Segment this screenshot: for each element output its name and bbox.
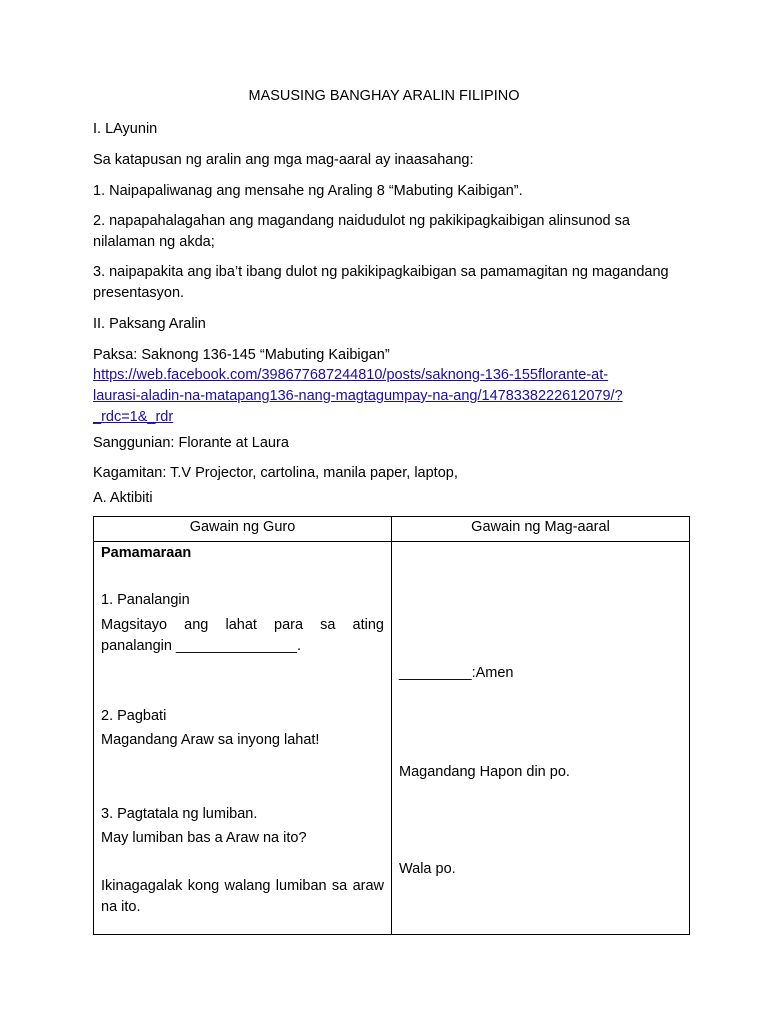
closing-text: Ikinagagalak kong walang lumiban sa araw na ito. xyxy=(101,878,384,915)
source-link-line-1[interactable]: https://web.facebook.com/398677687244810/posts/saknong-136-155florante-at- xyxy=(93,367,609,383)
activity-table xyxy=(93,516,690,935)
step-pagtatala: 3. Pagtatala ng lumiban. xyxy=(101,806,258,822)
table-header-row xyxy=(94,517,690,542)
step-pagbati-text: Magandang Araw sa inyong lahat! xyxy=(101,732,320,748)
header-student: Gawain ng Mag-aaral xyxy=(392,517,690,542)
step-pagbati: 2. Pagbati xyxy=(101,708,167,724)
section-aktibiti-heading: A. Aktibiti xyxy=(93,490,153,506)
source-link[interactable] xyxy=(93,365,623,428)
step-panalangin: 1. Panalangin xyxy=(101,592,190,608)
objectives-intro: Sa katapusan ng aralin ang mga mag-aaral ay inaasahang: xyxy=(93,152,474,168)
sanggunian-line: Sanggunian: Florante at Laura xyxy=(93,435,289,451)
page-title: MASUSING BANGHAY ARALIN FILIPINO xyxy=(248,88,520,104)
pamamaraan-label: Pamamaraan xyxy=(101,545,192,561)
source-link-line-3[interactable]: _rdc=1&_rdr xyxy=(93,409,174,425)
header-teacher: Gawain ng Guro xyxy=(94,517,392,542)
student-amen: _________:Amen xyxy=(399,665,514,681)
student-greeting: Magandang Hapon din po. xyxy=(399,764,570,780)
source-link-line-2[interactable]: laurasi-aladin-na-matapang136-nang-magtagumpay-na-ang/1478338222612079/? xyxy=(93,388,623,404)
step-pagtatala-text: May lumiban bas a Araw na ito? xyxy=(101,830,307,846)
teacher-cell xyxy=(94,542,392,935)
step-panalangin-text: Magsitayo ang lahat para sa ating panalangin _______________. xyxy=(101,617,384,654)
student-cell xyxy=(392,542,690,935)
objective-1: 1. Naipapaliwanag ang mensahe ng Araling 8 “Mabuting Kaibigan”. xyxy=(93,183,523,199)
objective-3: 3. naipapakita ang iba’t ibang dulot ng pakikipagkaibigan sa pamamagitan ng magandang presentasyon. xyxy=(93,264,669,301)
paksa-line: Paksa: Saknong 136-145 “Mabuting Kaibigan” xyxy=(93,347,390,363)
student-answer: Wala po. xyxy=(399,861,456,877)
section-paksang-aralin-heading: II. Paksang Aralin xyxy=(93,316,206,332)
kagamitan-line: Kagamitan: T.V Projector, cartolina, manila paper, laptop, xyxy=(93,465,458,481)
section-layunin-heading: I. LAyunin xyxy=(93,121,158,137)
table-body-row xyxy=(94,542,690,935)
objective-2: 2. napapahalagahan ang magandang naidudulot ng pakikipagkaibigan alinsunod sa nilalaman ng akda; xyxy=(93,213,630,250)
